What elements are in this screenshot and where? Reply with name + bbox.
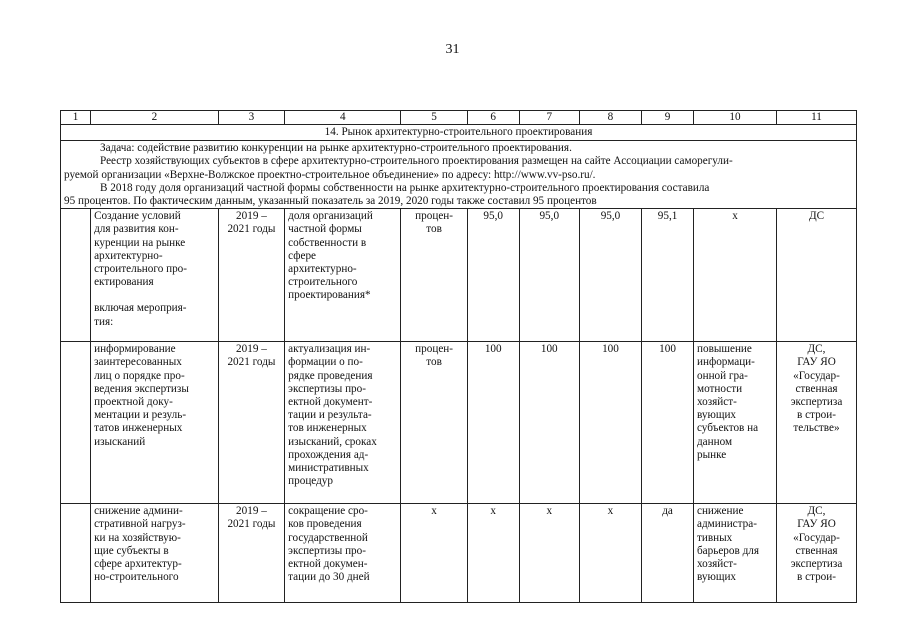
text-line: «Государ- xyxy=(793,531,840,544)
text-line: тельстве» xyxy=(793,422,840,435)
column-number: 2 xyxy=(91,111,219,125)
text-line: собственности в xyxy=(288,236,367,249)
text-line: частной формы xyxy=(288,223,362,236)
column-number: 3 xyxy=(218,111,284,125)
text-line: ектной документ- xyxy=(288,396,373,409)
text-line: процедур xyxy=(288,475,333,488)
text-line: экспертиза xyxy=(790,396,843,409)
column-number: 11 xyxy=(777,111,857,125)
text-line: тов xyxy=(426,223,442,236)
text-line: включая мероприя- xyxy=(94,302,187,315)
text-line: изысканий, сроках xyxy=(288,435,377,448)
section-info xyxy=(61,141,857,209)
text-line: тов инженерных xyxy=(288,422,367,435)
period-cell xyxy=(218,342,284,504)
text-line: 2021 годы xyxy=(227,356,276,369)
text-line: татов инженерных xyxy=(94,422,183,435)
text-line: повышение xyxy=(696,343,752,356)
column-number: 7 xyxy=(519,111,579,125)
value-cell xyxy=(642,504,694,603)
section-title-row xyxy=(61,125,857,141)
text-line: процен- xyxy=(415,343,453,356)
text-line: изысканий xyxy=(94,435,146,448)
value-cell xyxy=(519,504,579,603)
text-line: х xyxy=(431,505,437,518)
text-line: администра- xyxy=(696,518,757,531)
registry-text-line-1: Реестр хозяйствующих субъектов в сфере архитектурно-строительного проектирования размещен на сайте Ассоциации саморегули- xyxy=(100,155,733,168)
period-cell xyxy=(218,209,284,342)
text-line: сокращение сро- xyxy=(288,505,368,518)
text-line: данном xyxy=(696,435,733,448)
text-line: тов xyxy=(426,356,442,369)
text-line: тия: xyxy=(94,315,114,328)
text-line: процен- xyxy=(415,210,453,223)
executor-cell xyxy=(777,342,857,504)
text-line: 2019 – xyxy=(236,505,267,518)
text-line: 2019 – xyxy=(236,343,267,356)
text-line: ГАУ ЯО xyxy=(797,356,836,369)
table-row xyxy=(61,209,857,342)
row-number-cell xyxy=(61,504,91,603)
text-line: экспертиза xyxy=(790,558,843,571)
text-line: лиц о порядке про- xyxy=(94,369,185,382)
text-line: но-строительного xyxy=(94,571,179,584)
unit-cell xyxy=(401,342,467,504)
text-line: 2019 – xyxy=(236,210,267,223)
table-row xyxy=(61,504,857,603)
text-line: архитектурно- xyxy=(94,249,163,262)
cell-content xyxy=(697,505,773,601)
text-line: экспертизы про- xyxy=(288,382,366,395)
text-line: рядке проведения xyxy=(288,369,373,382)
text-line: сфере архитектур- xyxy=(94,558,182,571)
text-line: проектной доку- xyxy=(94,396,173,409)
share-text-line-2: 95 процентов. По фактическим данным, указанный показатель за 2019, 2020 годы также составил 95 процентов xyxy=(64,195,597,208)
value-cell: 100 xyxy=(579,342,641,504)
row-number-cell xyxy=(61,209,91,342)
text-line: ков проведения xyxy=(288,518,362,531)
spacer xyxy=(94,289,215,302)
text-line: щие субъекты в xyxy=(94,544,169,557)
column-number: 10 xyxy=(693,111,776,125)
cell-content: х xyxy=(546,505,553,518)
cell-content xyxy=(222,505,281,601)
text-line: архитектурно- xyxy=(288,263,357,276)
cell-content xyxy=(288,505,397,601)
cell-content xyxy=(404,505,463,601)
text-line: экспертизы про- xyxy=(288,544,366,557)
text-line: барьеров для xyxy=(696,544,759,557)
text-line: ДС xyxy=(808,210,825,223)
text-line: ки на хозяйствую- xyxy=(94,531,181,544)
text-line: заинтересованных xyxy=(94,356,182,369)
measure-cell xyxy=(91,342,219,504)
registry-text-line-2: руемой организации «Верхне-Волжское проектно-строительное объединение» по адресу: http://www.vv-pso.ru/. xyxy=(64,168,596,181)
measure-cell xyxy=(91,209,219,342)
text-line: стративной нагруз- xyxy=(94,518,186,531)
indicator-cell xyxy=(285,504,401,603)
unit-cell xyxy=(401,209,467,342)
text-line: онной гра- xyxy=(696,369,748,382)
column-number: 4 xyxy=(285,111,401,125)
cell-content: х xyxy=(490,505,497,518)
text-line: в строи- xyxy=(797,409,836,422)
result-cell xyxy=(693,504,776,603)
table-row xyxy=(61,342,857,504)
text-line: строительного про- xyxy=(94,263,187,276)
cell-content xyxy=(780,505,853,601)
text-line: снижение xyxy=(696,505,744,518)
section-title: 14. Рынок архитектурно-строительного проектирования xyxy=(61,125,857,141)
value-cell xyxy=(467,504,519,603)
text-line: ГАУ ЯО xyxy=(797,518,836,531)
row-number-cell xyxy=(61,342,91,504)
result-cell xyxy=(693,342,776,504)
value-cell: 95,0 xyxy=(519,209,579,342)
task-text: Задача: содействие развитию конкуренции на рынке архитектурно-строительного проектирования. xyxy=(100,142,572,155)
text-line: сфере xyxy=(288,249,317,262)
text-line: актуализация ин- xyxy=(288,343,371,356)
unit-cell xyxy=(401,504,467,603)
text-line: 2021 годы xyxy=(227,223,276,236)
text-line: «Государ- xyxy=(793,369,840,382)
column-number: 1 xyxy=(61,111,91,125)
executor-cell xyxy=(777,209,857,342)
value-cell: 95,0 xyxy=(579,209,641,342)
text-line: хозяйст- xyxy=(696,558,737,571)
text-line: ДС, xyxy=(807,343,826,356)
share-text-line-1: В 2018 году доля организаций частной формы собственности на рынке архитектурно-строительного проектирования составила xyxy=(100,181,710,194)
result-cell xyxy=(693,209,776,342)
text-line: тивных xyxy=(696,531,733,544)
indicator-cell xyxy=(285,209,401,342)
value-cell: 95,0 xyxy=(467,209,519,342)
column-number: 5 xyxy=(401,111,467,125)
text-line: ментации и резуль- xyxy=(94,409,187,422)
measures-table xyxy=(60,110,857,603)
text-line: государственной xyxy=(288,531,368,544)
text-line: ектной докумен- xyxy=(288,558,368,571)
value-cell: 100 xyxy=(467,342,519,504)
text-line: рынке xyxy=(696,448,727,461)
column-number: 9 xyxy=(642,111,694,125)
text-line: 2021 годы xyxy=(227,518,276,531)
text-line: вующих xyxy=(696,409,737,422)
text-line: доля организаций xyxy=(288,210,373,223)
text-line: Создание условий xyxy=(94,210,181,223)
measure-cell xyxy=(91,504,219,603)
section-info-row xyxy=(61,141,857,209)
value-cell: 95,1 xyxy=(642,209,694,342)
text-line: вующих xyxy=(696,571,737,584)
value-cell: 100 xyxy=(642,342,694,504)
text-line: ведения экспертизы xyxy=(94,382,189,395)
text-line: информирование xyxy=(94,343,176,356)
column-number: 8 xyxy=(579,111,641,125)
cell-content xyxy=(94,505,215,601)
executor-cell xyxy=(777,504,857,603)
indicator-cell xyxy=(285,342,401,504)
text-line: прохождения ад- xyxy=(288,448,369,461)
text-line: формации о по- xyxy=(288,356,363,369)
text-line: в строи- xyxy=(797,571,836,584)
text-line: тации и результа- xyxy=(288,409,372,422)
value-cell: 100 xyxy=(519,342,579,504)
text-line: ственная xyxy=(795,382,838,395)
value-cell xyxy=(579,504,641,603)
measure-text xyxy=(94,210,215,329)
text-line: снижение админи- xyxy=(94,505,183,518)
cell-content: да xyxy=(662,505,673,518)
text-line: х xyxy=(732,210,738,223)
column-number: 6 xyxy=(467,111,519,125)
period-cell xyxy=(218,504,284,603)
text-line: мотности xyxy=(696,382,743,395)
text-line: тации до 30 дней xyxy=(288,571,370,584)
text-line: информаци- xyxy=(696,356,755,369)
text-line: ственная xyxy=(795,544,838,557)
text-line: ектирования xyxy=(94,276,154,289)
page-number: 31 xyxy=(445,42,460,57)
text-line: субъектов на xyxy=(696,422,759,435)
column-number-row xyxy=(61,111,857,125)
cell-content: х xyxy=(607,505,614,518)
text-line: строительного xyxy=(288,276,358,289)
text-line: ДС, xyxy=(807,505,826,518)
text-line: куренции на рынке xyxy=(94,236,186,249)
text-line: министративных xyxy=(288,462,369,475)
text-line: проектирования* xyxy=(288,289,371,302)
text-line: хозяйст- xyxy=(696,396,737,409)
text-line: для развития кон- xyxy=(94,223,179,236)
